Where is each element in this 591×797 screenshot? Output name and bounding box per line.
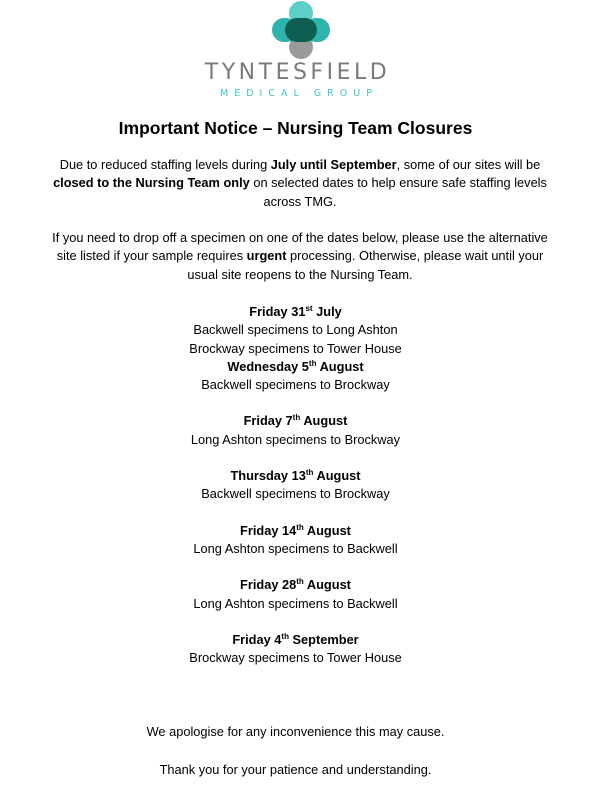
logo (0, 0, 591, 110)
closure-redirect: Backwell specimens to Brockway (201, 376, 390, 392)
intro-emphasis-urgent: urgent (246, 248, 287, 264)
closure-day-suffix: th (296, 577, 304, 587)
closure-month: August (303, 522, 351, 538)
thanks-text: Thank you for your patience and understanding. (159, 762, 432, 777)
closure-entry (0, 576, 591, 631)
closure-redirect: Long Ashton specimens to Brockway (190, 431, 401, 447)
intro-text: If you need to drop off a specimen on one of the dates below, please use the alternative site listed if your sample requires (52, 230, 548, 264)
closure-entry (0, 522, 591, 577)
closure-redirect: Backwell specimens to Brockway (201, 486, 390, 502)
closure-day: Friday 4 (232, 632, 282, 648)
closure-entry (0, 467, 591, 522)
apology-text: We apologise for any inconvenience this may cause. (146, 724, 445, 739)
closure-day: Wednesday 5 (227, 358, 309, 374)
closure-day: Friday 28 (240, 577, 297, 593)
closure-month: August (316, 358, 364, 374)
closure-redirect: Long Ashton specimens to Backwell (193, 595, 398, 611)
closure-redirect: Backwell specimens to Long Ashton (193, 322, 398, 338)
closure-redirect: Long Ashton specimens to Backwell (193, 541, 398, 557)
closure-day-suffix: th (305, 468, 314, 478)
closure-month: August (313, 468, 361, 484)
closure-month: August (303, 577, 351, 593)
intro-emphasis-closure: closed to the Nursing Team only (53, 175, 250, 191)
closure-day: Friday 14 (240, 522, 297, 538)
closure-day: Thursday 13 (230, 468, 306, 484)
closure-month: September (288, 632, 359, 648)
closure-day-suffix: th (292, 413, 301, 423)
closure-entry (0, 631, 591, 686)
logo-tagline: MEDICAL GROUP (220, 88, 378, 99)
closure-day-suffix: th (281, 632, 289, 642)
closure-date (0, 303, 591, 321)
intro-paragraph-staffing (50, 156, 550, 211)
closure-schedule (0, 303, 591, 686)
closure-date (0, 467, 591, 485)
closure-month: August (300, 413, 348, 429)
intro-text: on selected dates to help ensure safe staffing levels across TMG. (249, 175, 547, 209)
closure-redirect: Brockway specimens to Tower House (189, 340, 402, 356)
closure-redirect: Brockway specimens to Tower House (189, 650, 402, 666)
closure-date (0, 358, 591, 376)
page-title: Important Notice – Nursing Team Closures (118, 118, 473, 138)
intro-text: processing. Otherwise, please wait until your usual site reopens to the Nursing Team. (187, 248, 544, 282)
intro-text: , some of our sites will be (396, 157, 541, 172)
closure-date (0, 631, 591, 649)
closure-entry (0, 303, 591, 358)
closure-month: July (312, 304, 342, 319)
intro-emphasis-period: July until September (270, 157, 397, 172)
closure-day-suffix: th (296, 522, 304, 532)
closure-date (0, 522, 591, 540)
closure-day-suffix: th (308, 358, 317, 368)
closure-day: Friday 7 (243, 413, 293, 429)
closure-day: Friday 31 (249, 304, 306, 319)
closure-date (0, 576, 591, 594)
closure-day-suffix: st (305, 304, 313, 313)
medical-cross-icon (272, 1, 330, 59)
closure-date (0, 412, 591, 430)
logo-wordmark: TYNTESFIELD (204, 60, 391, 85)
closure-entry (0, 358, 591, 413)
intro-paragraph-specimens (50, 229, 550, 284)
intro-text: Due to reduced staffing levels during (59, 157, 271, 172)
closure-entry (0, 412, 591, 467)
